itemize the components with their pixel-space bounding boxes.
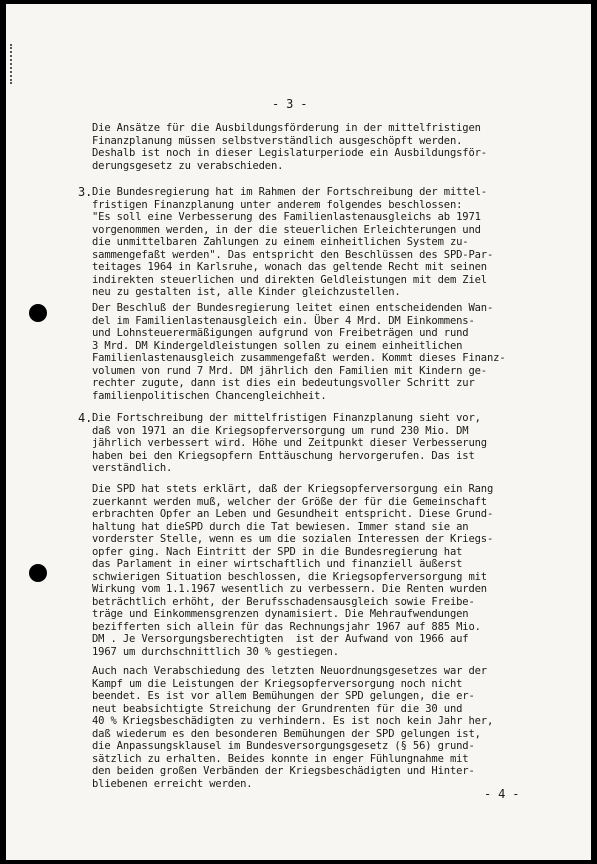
- item4-paragraph-2: Die SPD hat stets erklärt, daß der Kriegsopferversorgung ein Rang zuerkannt werden muß, welcher der Größe der für die Gemeinschaft erbrachten Opfer an Leben und Gesundheit entspricht. Diese Grund- haltung hat dieSPD durch die Tat bewiesen. Immer stand sie an vorderster Stelle, wenn es um die sozialen Interessen der Kriegs- opfer ging. Nach Eintritt der SPD in die Bundesregierung hat das Parlament in einer wirtschaftlich und finanziell äußerst schwierigen Situation beschlossen, die Kriegsopferversorgung mit Wirkung vom 1.1.1967 wesentlich zu verbessern. Die Renten wurden beträchtlich erhöht, der Berufsschadensausgleich sowie Freibe- träge und Einkommensgrenzen dynamisiert. Die Mehraufwendungen bezifferten sich allein für das Rechnungsjahr 1967 auf 885 Mio. DM . Je Versorgungsberechtigten ist der Aufwand von 1966 auf 1967 um durchschnittlich 30 % gestiegen.: [92, 483, 494, 658]
- item3-paragraph-2: Der Beschluß der Bundesregierung leitet einen entscheidenden Wan- del im Familienlastenausgleich ein. Über 4 Mrd. DM Einkommens- und Lohnsteuerermäßigungen aufgrund von Freibeträgen und rund 3 Mrd. DM Kindergeldleistungen sollen zu einem einheitlichen Familienlastenausgleich zusammengefaßt werden. Kommt dieses Finanz- volumen von rund 7 Mrd. DM jährlich den Familien mit Kindern ge- rechter zugute, dann ist dies ein bedeutungsvoller Schritt zur familienpolitischen Chancengleichheit.: [92, 302, 506, 402]
- punch-hole: [29, 564, 47, 582]
- item-number-3: 3.: [78, 185, 93, 199]
- item4-paragraph-3: Auch nach Verabschiedung des letzten Neuordnungsgesetzes war der Kampf um die Leistungen der Kriegsopferversorgung noch nicht beendet. Es ist vor allem Bemühungen der SPD gelungen, die er- neut beabsichtigte Streichung der Grundrenten für die 30 und 40 % Kriegsbeschädigten zu verhindern. Es ist noch kein Jahr her, daß wiederum es den besonderen Bemühungen der SPD gelungen ist, die Anpassungsklausel im Bundesversorgungsgesetz (§ 56) grund- sätzlich zu erhalten. Beides konnte in enger Fühlungnahme mit den beiden großen Verbänden der Kriegsbeschädigten und Hinter- bliebenen erreicht werden.: [92, 665, 494, 790]
- item-number-4: 4.: [78, 411, 93, 425]
- item4-paragraph-1: Die Fortschreibung der mittelfristigen Finanzplanung sieht vor, daß von 1971 an die Kriegsopferversorgung um rund 230 Mio. DM jährlich verbessert wird. Höhe und Zeitpunkt dieser Verbesserung haben bei den Kriegsopfern Enttäuschung hervorgerufen. Das ist verständlich.: [92, 412, 487, 474]
- scan-artifact: [10, 44, 18, 84]
- item3-paragraph-1: Die Bundesregierung hat im Rahmen der Fortschreibung der mittel- fristigen Finanzplanung unter anderem folgendes beschlossen: "Es soll eine Verbesserung des Familienlastenausgleichs ab 1971 vorgenommen werden, in der die steuerlichen Erleichterungen und die unmittelbaren Zahlungen zu einem einheitlichen System zu- sammengefaßt werden". Das entspricht den Beschlüssen des SPD-Par- teitages 1964 in Karlsruhe, wonach das geltende Recht mit seinen indirekten steuerlichen und direkten Geldleistungen mit dem Ziel neu zu gestalten ist, alle Kinder gleichzustellen.: [92, 186, 494, 298]
- next-page-marker: - 4 -: [484, 787, 520, 801]
- punch-hole: [29, 304, 47, 322]
- document-page: [6, 4, 591, 860]
- page-number: - 3 -: [272, 97, 308, 111]
- intro-paragraph: Die Ansätze für die Ausbildungsförderung in der mittelfristigen Finanzplanung müssen selbstverständlich ausgeschöpft werden. Deshalb ist noch in dieser Legislaturperiode ein Ausbildungsför- derungsgesetz zu verabschieden.: [92, 122, 487, 172]
